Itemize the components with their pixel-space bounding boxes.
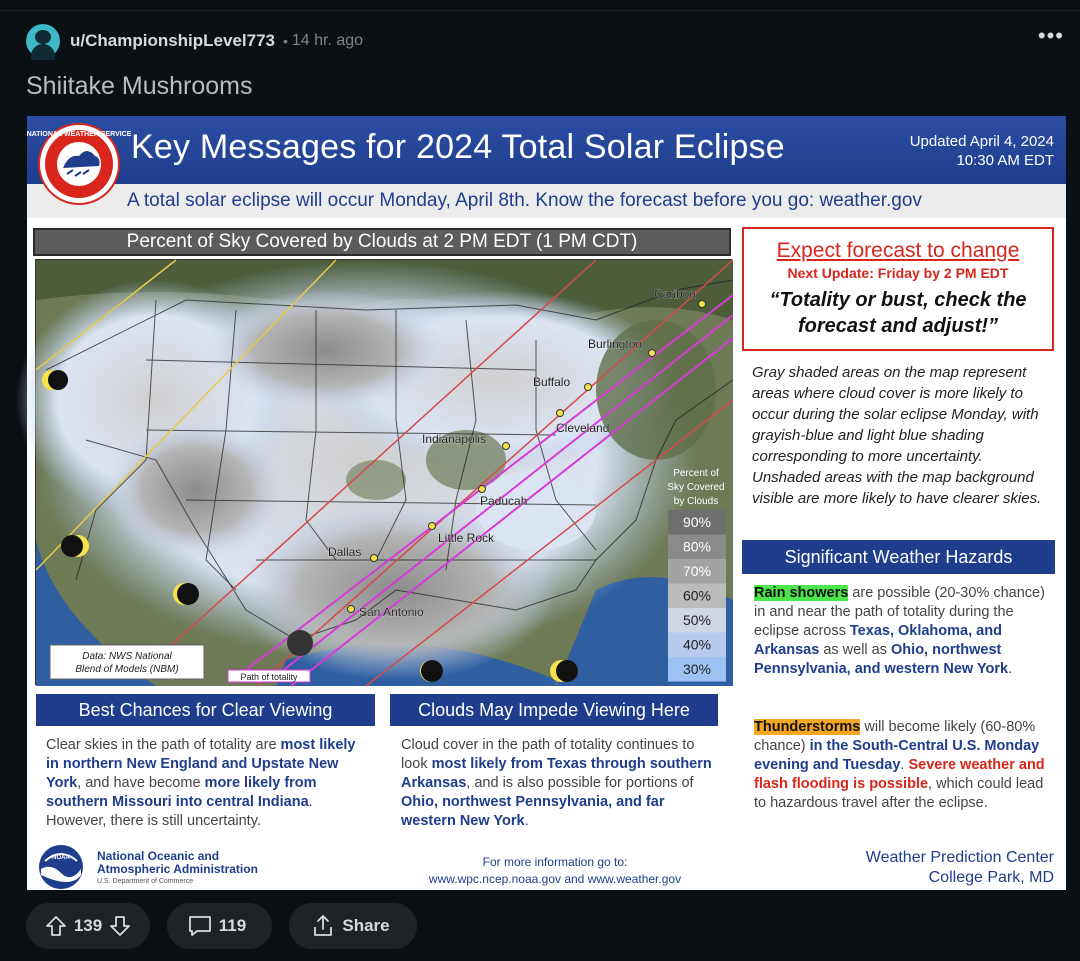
svg-text:Percent of: Percent of bbox=[673, 468, 719, 479]
hazards-heading: Significant Weather Hazards bbox=[742, 540, 1055, 574]
upvote-count: 139 bbox=[73, 916, 103, 935]
post-actions bbox=[26, 903, 626, 949]
post-header bbox=[26, 24, 1066, 58]
rain-hazard-text: Rain showers are possible (20-30% chance) in and near the path of totality during the eclipse across Texas, Oklahoma, and Arkansas as well as Ohio, northwest Pennsylvania, and western New York. bbox=[754, 585, 1045, 677]
map-heading: Percent of Sky Covered by Clouds at 2 PM EDT (1 PM CDT) bbox=[33, 228, 731, 256]
legend-label-50: 50% bbox=[682, 612, 712, 628]
legend-label-30: 30% bbox=[682, 661, 712, 677]
post-image[interactable] bbox=[27, 116, 1066, 890]
best-chances-heading: Best Chances for Clear Viewing bbox=[36, 694, 375, 726]
separator-dot: • bbox=[283, 33, 288, 49]
noaa-name: National Oceanic and Atmospheric Administration bbox=[97, 849, 258, 876]
comment-icon bbox=[187, 914, 213, 938]
city-caribou: Caribou bbox=[654, 287, 697, 301]
next-update: Next Update: Friday by 2 PM EDT bbox=[787, 265, 1009, 281]
nws-logo-icon bbox=[26, 122, 132, 206]
graphic-subtitle: A total solar eclipse will occur Monday, April 8th. Know the forecast before you go: weather.gov bbox=[127, 190, 922, 211]
wpc-credit: Weather Prediction Center College Park, MD bbox=[865, 849, 1054, 886]
city-buffalo: Buffalo bbox=[533, 375, 571, 389]
clouds-impede-heading: Clouds May Impede Viewing Here bbox=[390, 694, 718, 726]
downvote-icon[interactable] bbox=[108, 914, 132, 938]
vote-control bbox=[26, 903, 150, 949]
top-divider bbox=[0, 10, 1080, 11]
noaa-logo-icon bbox=[37, 843, 85, 891]
noaa-department: U.S. Department of Commerce bbox=[97, 878, 194, 885]
city-burlington: Burlington bbox=[588, 337, 643, 351]
comment-count: 119 bbox=[218, 916, 247, 935]
forecast-headline: Expect forecast to change bbox=[776, 239, 1020, 262]
clouds-impede-text: Cloud cover in the path of totality continues to look most likely from Texas through southern Arkansas, and is also possible for portions of Ohio, northwest Pennsylvania, and far western New York. bbox=[401, 737, 712, 829]
cloud-cover-map bbox=[35, 259, 732, 685]
share-icon bbox=[310, 913, 336, 939]
map-legend bbox=[667, 468, 726, 682]
legend-label-40: 40% bbox=[682, 636, 712, 653]
city-cleveland: Cleveland bbox=[556, 421, 610, 435]
post-time: 14 hr. ago bbox=[291, 32, 364, 49]
svg-text:Sky Covered: Sky Covered bbox=[667, 482, 725, 493]
updated-time: Updated April 4, 2024 10:30 AM EDT bbox=[909, 133, 1054, 169]
svg-text:by Clouds: by Clouds bbox=[673, 496, 719, 507]
more-info: For more information go to: www.wpc.ncep.noaa.gov and www.weather.gov bbox=[428, 855, 682, 886]
user-avatar[interactable] bbox=[26, 24, 60, 58]
legend-label-80: 80% bbox=[682, 538, 712, 555]
graphic-title: Key Messages for 2024 Total Solar Eclipse bbox=[131, 128, 785, 166]
data-source-line1: Data: NWS National bbox=[82, 651, 172, 662]
city-paducah: Paducah bbox=[480, 494, 528, 508]
map-description: Gray shaded areas on the map represent areas where cloud cover is more likely to occur during the solar eclipse Monday, with grayish-blue and light blue shading corresponding to more uncertainty. Unshaded areas with the map background visible are more likely to have clearer skies. bbox=[752, 364, 1042, 507]
logo-text: NATIONAL WEATHER SERVICE bbox=[26, 131, 132, 138]
share-label: Share bbox=[342, 916, 390, 935]
thunder-hazard-text: Thunderstorms will become likely (60-80% chance) in the South-Central U.S. Monday evening and Tuesday. Severe weather and flash flooding is possible, which could lead to hazardous travel after the eclipse. bbox=[754, 719, 1045, 811]
comments-button[interactable] bbox=[167, 903, 272, 949]
forecast-change-box bbox=[742, 227, 1054, 351]
legend-label-70: 70% bbox=[682, 563, 712, 579]
forecast-quote: “Totality or bust, check the forecast and adjust!” bbox=[769, 289, 1027, 337]
city-indianapolis: Indianapolis bbox=[422, 432, 487, 446]
city-dallas: Dallas bbox=[328, 545, 362, 559]
best-chances-text: Clear skies in the path of totality are most likely in northern New England and Upstate New York, and have become more likely from southern Missouri into central Indiana. However, there is still uncertainty. bbox=[46, 737, 356, 829]
graphic-subtitle-bar bbox=[27, 184, 1066, 218]
path-of-totality-label: Path of totality bbox=[240, 672, 298, 682]
ellipsis-icon[interactable]: ••• bbox=[1037, 23, 1064, 48]
graphic-footer bbox=[27, 846, 1066, 890]
city-little-rock: Little Rock bbox=[438, 531, 495, 545]
city-san-antonio: San Antonio bbox=[359, 605, 424, 619]
legend-label-90: 90% bbox=[682, 514, 712, 530]
post-title[interactable]: Shiitake Mushrooms bbox=[26, 72, 253, 100]
noaa-badge-text: NOAA bbox=[52, 855, 70, 861]
upvote-icon[interactable] bbox=[44, 914, 68, 938]
graphic-banner bbox=[27, 116, 1066, 184]
data-source-line2: Blend of Models (NBM) bbox=[75, 664, 179, 675]
legend-label-60: 60% bbox=[682, 587, 712, 604]
share-button[interactable] bbox=[289, 903, 417, 949]
username-link[interactable]: u/ChampionshipLevel773 bbox=[70, 31, 275, 50]
